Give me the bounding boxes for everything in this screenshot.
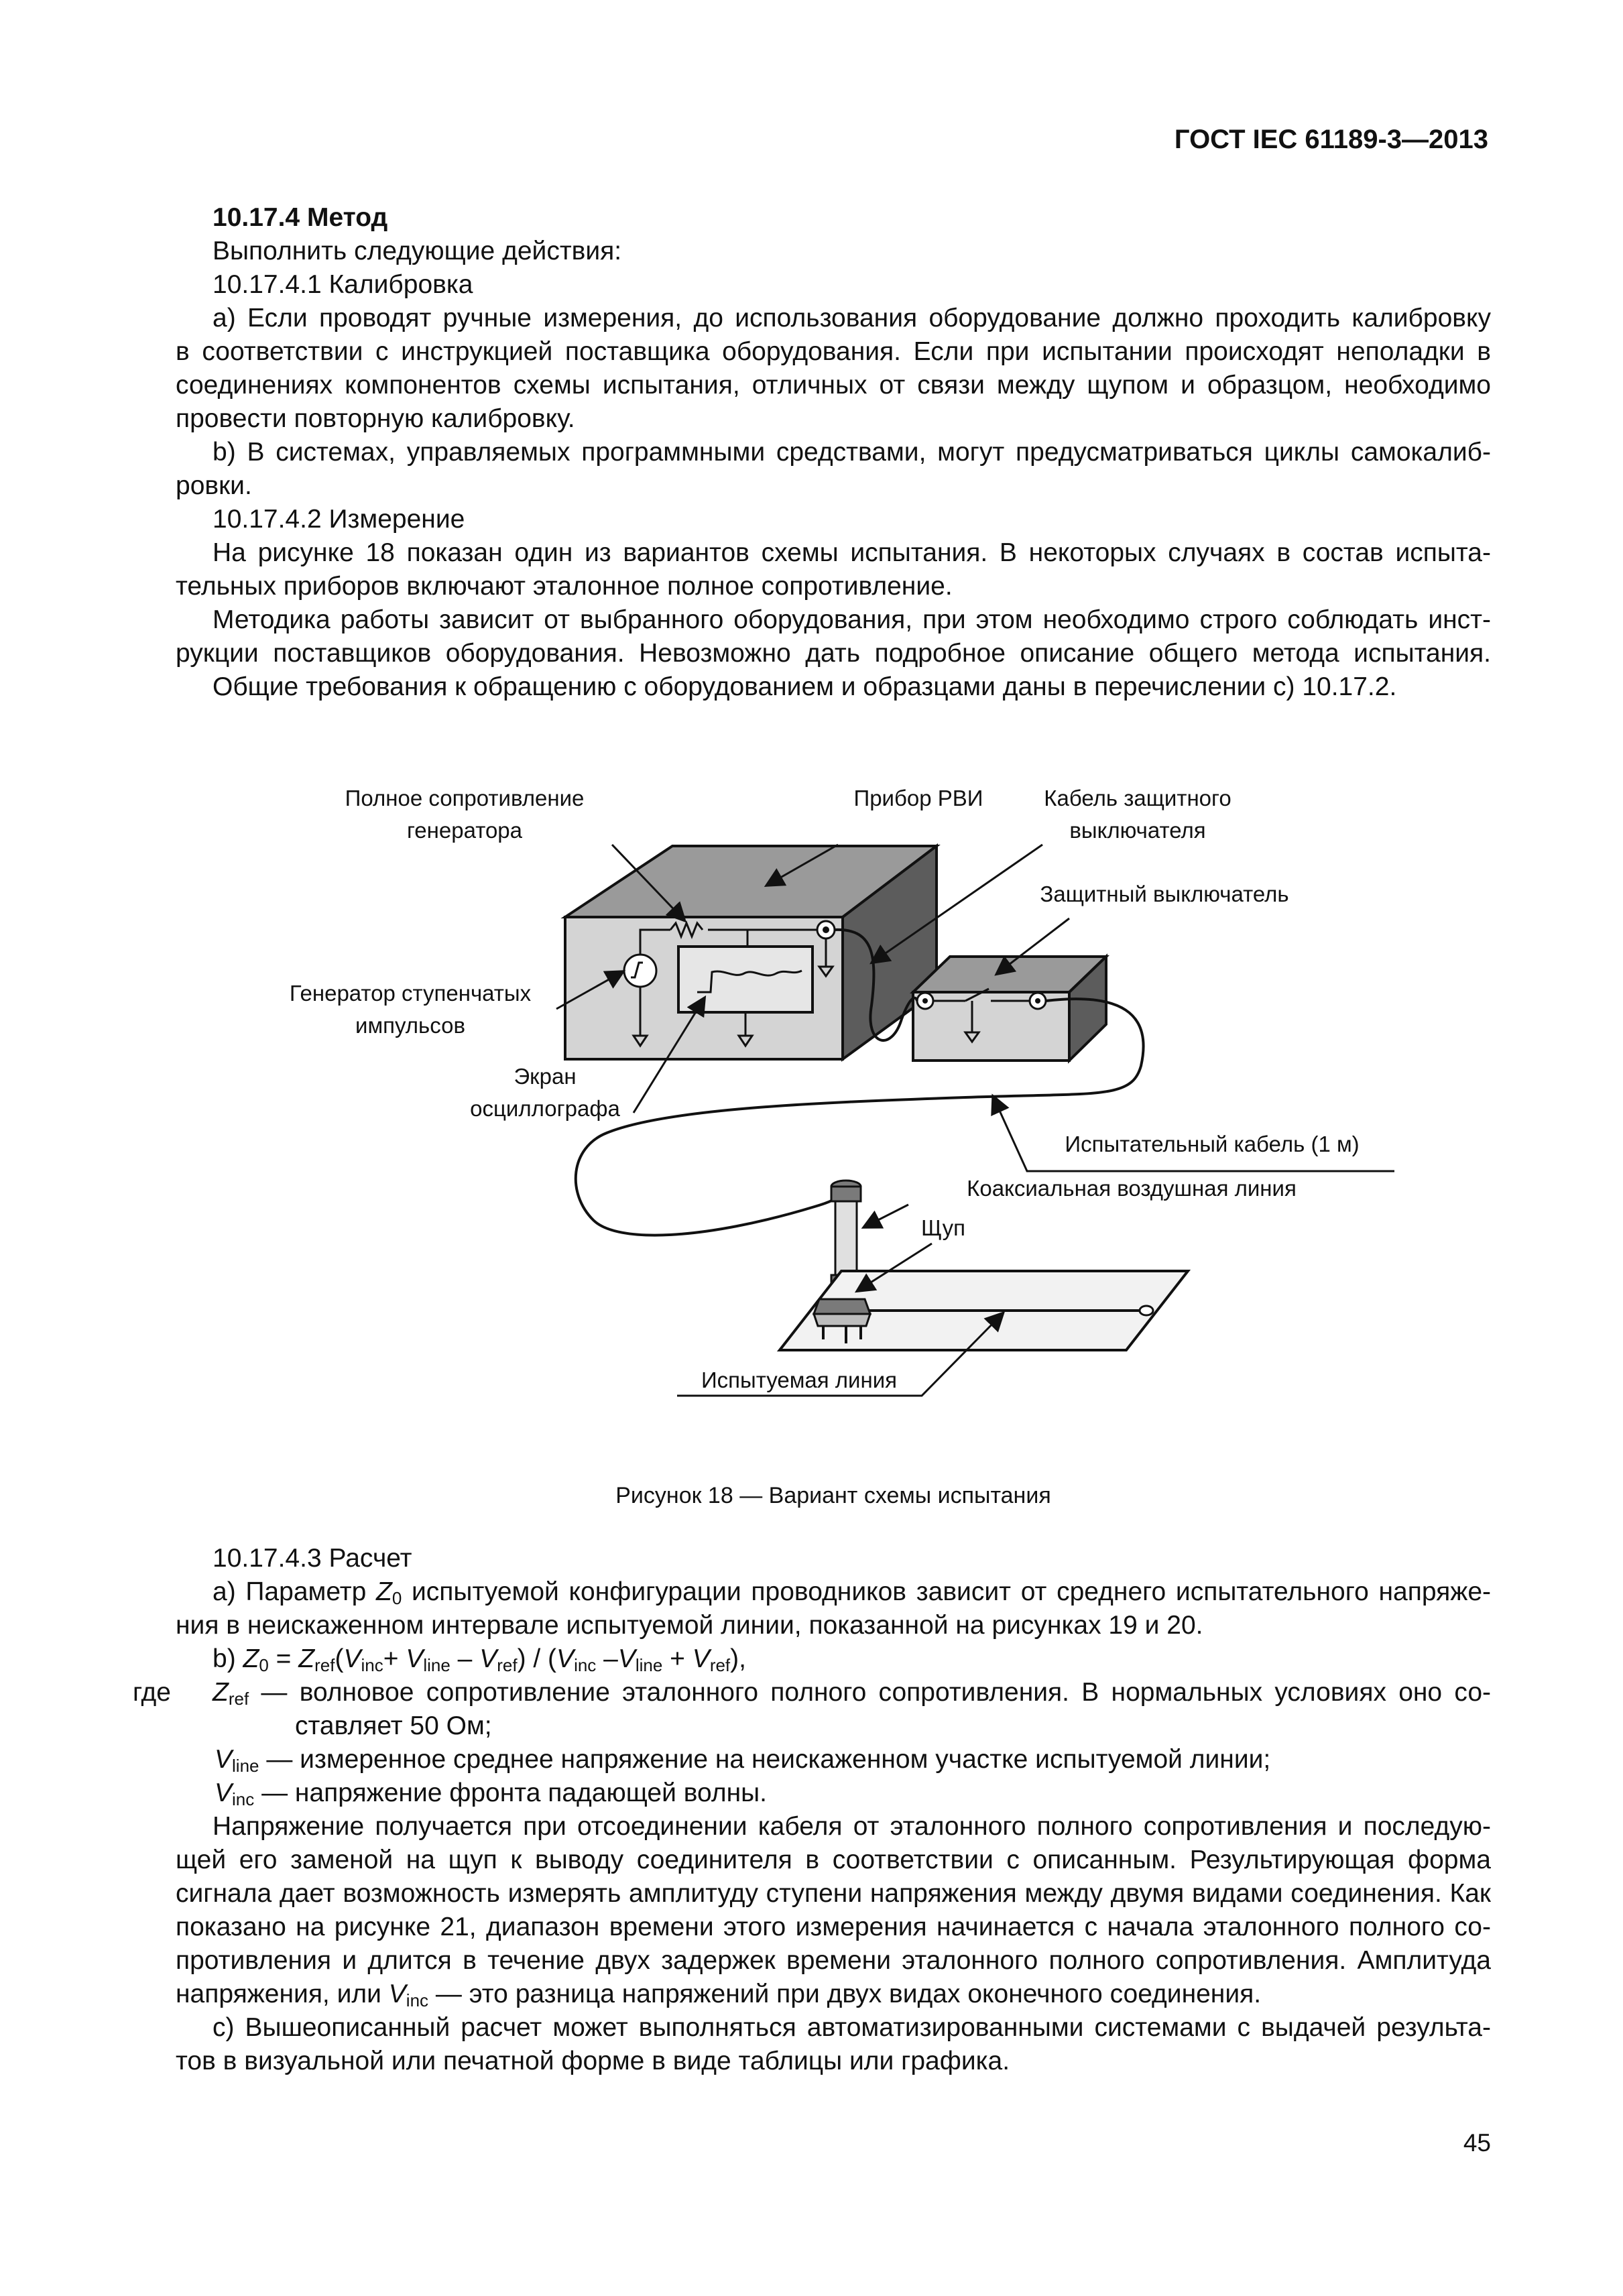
oscilloscope-screen <box>678 947 813 1012</box>
label-switch-cable: выключателя <box>1069 818 1206 843</box>
label-safety-switch: Защитный выключатель <box>1040 882 1289 906</box>
paragraph-line: а) Если проводят ручные измерения, до использования оборудование должно проходить калибровку <box>213 304 1491 333</box>
paragraph-line: щей его заменой на щуп к выводу соединителя в соответствии с описанным. Результирующая форма <box>176 1846 1491 1874</box>
measurement-title: 10.17.4.2 Измерение <box>213 505 465 534</box>
paragraph-line: b) В системах, управляемых программными средствами, могут предусматриваться циклы самокалиб- <box>213 438 1491 467</box>
paragraph-line: в соответствии с инструкцией поставщика оборудования. Если при испытании происходят неполадки в <box>176 337 1491 366</box>
paragraph-line: соединениях компонентов схемы испытания, отличных от связи между щупом и образцом, необходимо <box>176 371 1491 400</box>
document-id: ГОСТ IEC 61189-3—2013 <box>1174 125 1488 154</box>
paragraph-line: Напряжение получается при отсоединении кабеля от эталонного полного сопротивления и последую- <box>213 1812 1491 1841</box>
safety-switch-device <box>913 957 1106 1061</box>
section-intro: Выполнить следующие действия: <box>213 237 622 265</box>
label-test-cable: Испытательный кабель (1 м) <box>1065 1132 1360 1156</box>
label-switch-cable: Кабель защитного <box>1044 786 1231 810</box>
variable-definition: $Z_{ref}$ — волновое сопротивление эталонного полного сопротивления. В нормальных условиях оно со- <box>213 1678 1491 1709</box>
paragraph-line: показано на рисунке 21, диапазон времени этого измерения начинается с начала эталонного полного со- <box>176 1913 1491 1941</box>
paragraph-line: ровки. <box>176 471 252 500</box>
paragraph-line: тельных приборов включают эталонное полное сопротивление. <box>176 572 953 601</box>
paragraph-line: Методика работы зависит от выбранного оборудования, при этом необходимо строго соблюдать инст- <box>213 605 1491 634</box>
paragraph-line: сигнала дает возможность измерять амплитуду ступени напряжения между двумя видами соединения. Как <box>176 1879 1491 1908</box>
calculation-title: 10.17.4.3 Расчет <box>213 1544 412 1573</box>
label-step-generator: импульсов <box>355 1013 465 1038</box>
label-generator-impedance: генератора <box>406 818 523 843</box>
label-line-under-test: Испытуемая линия <box>701 1368 898 1392</box>
variable-definition: $V_{inc}$ — напряжение фронта падающей волны. <box>215 1778 767 1809</box>
label-probe: Щуп <box>920 1215 966 1240</box>
paragraph-line: напряжения, или $V_{inc}$ — это разница напряжений при двух видах оконечного соединения. <box>176 1980 1262 2010</box>
paragraph-line: тов в визуальной или печатной форме в виде таблицы или графика. <box>176 2047 1010 2075</box>
impedance-formula: b) $Z_0 = Z_{ref}(V_{inc}+ V_{line} - V_{ref}) / (V_{inc}$ $-V_{line} + V_{ref}$), <box>213 1644 746 1675</box>
page-number: 45 <box>1463 2129 1491 2157</box>
paragraph-line: ния в неискаженном интервале испытуемой линии, показанной на рисунках 19 и 20. <box>176 1611 1203 1640</box>
variable-definition: ставляет 50 Ом; <box>295 1711 492 1740</box>
label-tdr: Прибор РВИ <box>853 786 983 810</box>
variable-definition: $V_{line}$ — измеренное среднее напряжение на неискаженном участке испытуемой линии; <box>215 1745 1271 1776</box>
paragraph-line: противления и длится в течение двух задержек времени эталонного полного сопротивления. Амплитуда <box>176 1946 1491 1975</box>
tdr-instrument <box>565 846 937 1059</box>
paragraph-line: Общие требования к обращению с оборудованием и образцами даны в перечислении с) 10.17.2. <box>213 672 1397 701</box>
paragraph-line: а) Параметр $Z_0$ испытуемой конфигурации проводников зависит от среднего испытательного напряже- <box>213 1577 1491 1608</box>
paragraph-line: с) Вышеописанный расчет может выполняться автоматизированными системами с выдачей результа- <box>213 2013 1491 2042</box>
step-generator-icon <box>624 955 656 987</box>
section-title: 10.17.4 Метод <box>213 203 388 232</box>
paragraph-line: На рисунке 18 показан один из вариантов схемы испытания. В некоторых случаях в состав испыта- <box>213 538 1491 567</box>
label-generator-impedance: Полное сопротивление <box>345 786 585 810</box>
label-screen: Экран <box>514 1064 577 1089</box>
calibration-title: 10.17.4.1 Калибровка <box>213 270 473 299</box>
label-coaxial-line: Коаксиальная воздушная линия <box>967 1176 1297 1201</box>
paragraph-line: рукции поставщиков оборудования. Невозможно дать подробное описание общего метода испытания. <box>176 639 1491 668</box>
where-label: где <box>133 1678 171 1707</box>
paragraph-line: провести повторную калибровку. <box>176 404 575 433</box>
figure-caption: Рисунок 18 — Вариант схемы испытания <box>615 1483 1051 1508</box>
label-step-generator: Генератор ступенчатых <box>289 981 532 1006</box>
label-screen: осциллографа <box>470 1096 620 1121</box>
